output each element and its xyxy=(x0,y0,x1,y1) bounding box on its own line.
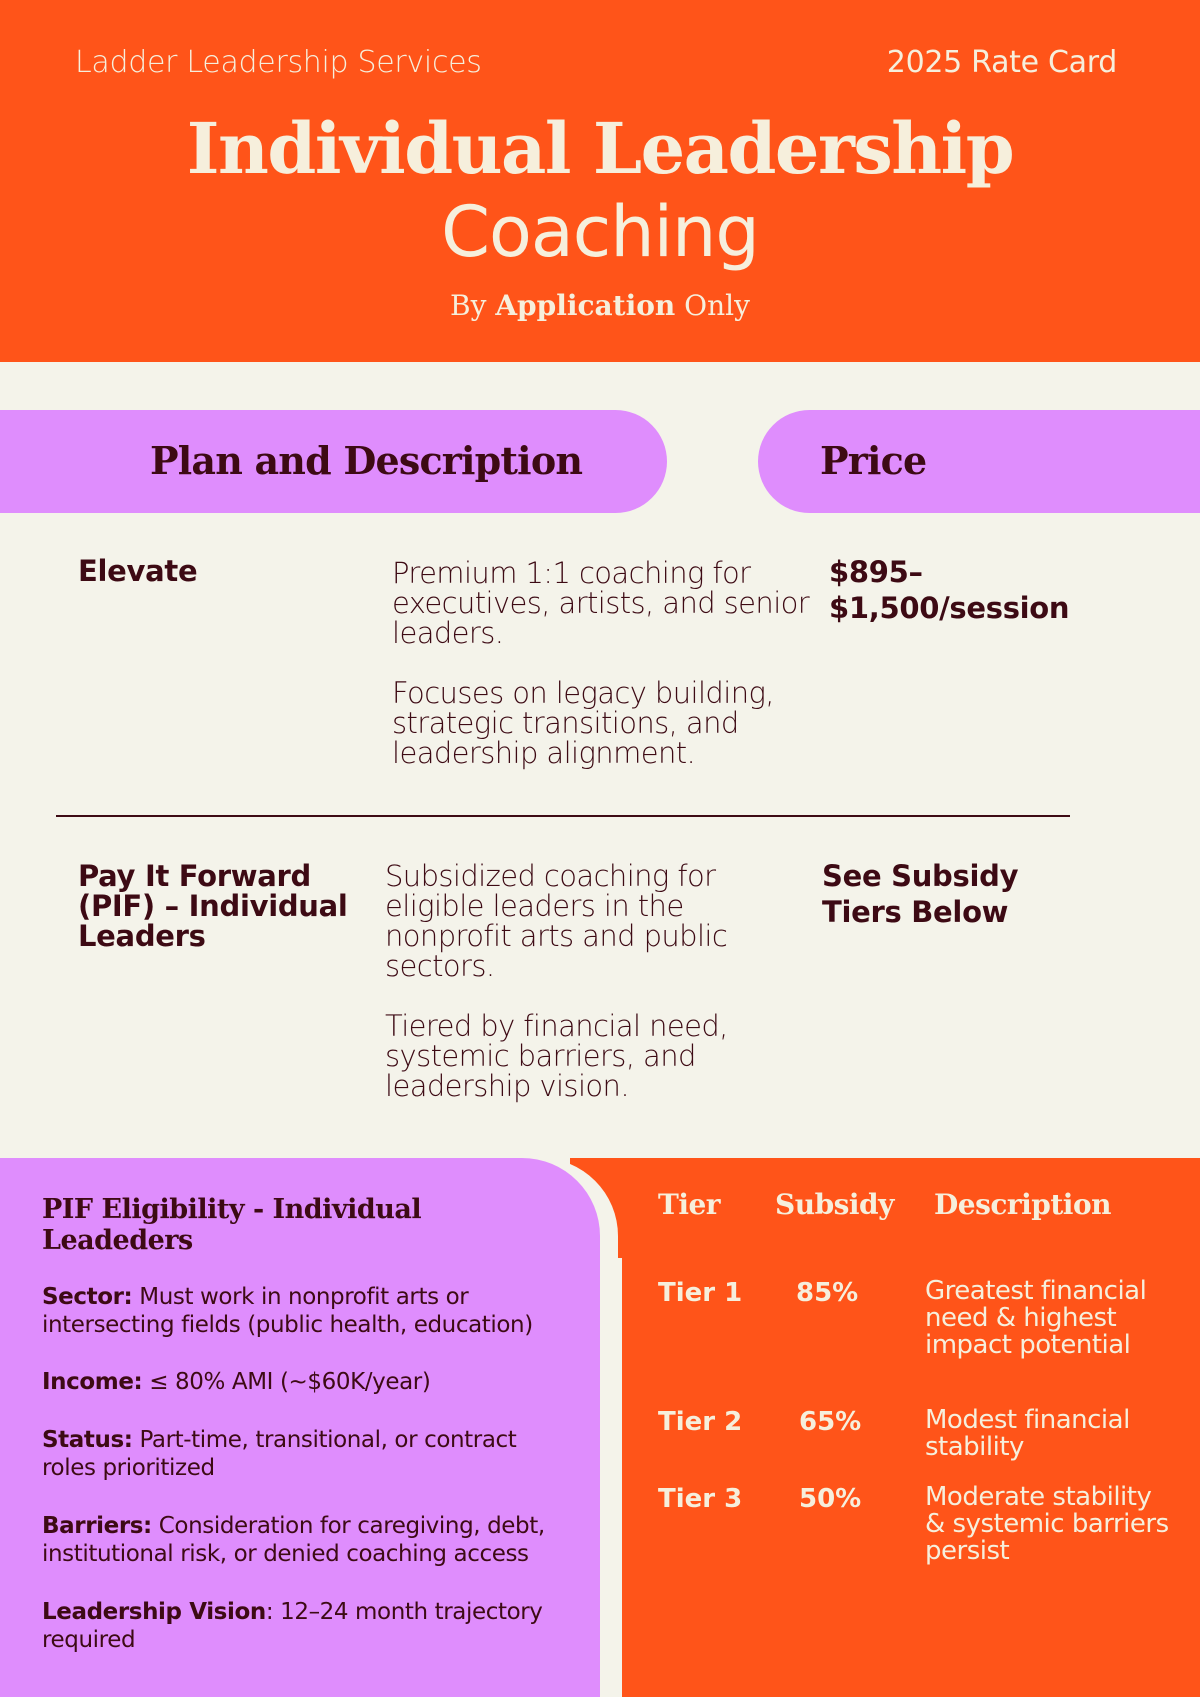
eligibility-vision xyxy=(42,1598,572,1654)
tiers-header-subsidy: Subsidy xyxy=(775,1188,894,1221)
eligibility-text: : 12–24 month trajectory required xyxy=(42,1599,543,1653)
header-banner xyxy=(0,0,1200,362)
tier-1-subsidy: 85% xyxy=(796,1278,859,1308)
eligibility-label: Leadership Vision xyxy=(42,1599,266,1625)
eligibility-label: Sector: xyxy=(42,1284,133,1310)
pif-eligibility-panel xyxy=(0,1158,600,1697)
tier-3-subsidy: 50% xyxy=(799,1484,862,1514)
plan-name-pif: Pay It Forward (PIF) – Individual Leaders xyxy=(78,859,348,953)
tier-2-subsidy: 65% xyxy=(799,1407,862,1437)
eligibility-status xyxy=(42,1426,572,1482)
row-divider xyxy=(56,815,1070,817)
plan-name-elevate: Elevate xyxy=(78,554,198,588)
plan-price-pif: See Subsidy Tiers Below xyxy=(822,859,1019,929)
eligibility-text: Consideration for caregiving, debt, institutional risk, or denied coaching access xyxy=(42,1513,545,1567)
eligibility-barriers xyxy=(42,1512,572,1568)
eligibility-label: Barriers: xyxy=(42,1513,152,1539)
tier-1-description: Greatest financial need & highest impact potential xyxy=(925,1276,1147,1360)
plan-price-elevate: $895–$1,500/session xyxy=(829,555,1070,625)
eligibility-title: PIF Eligibility - Individual Leadeders xyxy=(42,1194,422,1256)
plan-column-header xyxy=(0,410,667,513)
plan-desc-line: Tiered by financial need, systemic barriers, and leadership vision. xyxy=(385,1009,728,1103)
price-column-label: Price xyxy=(820,438,927,483)
eligibility-sector xyxy=(42,1283,572,1339)
eligibility-text: ≤ 80% AMI (~$60K/year) xyxy=(142,1369,431,1395)
eligibility-label: Status: xyxy=(42,1427,133,1453)
tier-3-description: Moderate stability & systemic barriers persist xyxy=(925,1482,1169,1566)
plan-desc-pif xyxy=(385,861,785,1101)
byline-pre: By xyxy=(450,289,496,322)
tier-3-name: Tier 3 xyxy=(658,1484,743,1514)
plan-column-label: Plan and Description xyxy=(150,438,583,483)
byline-post: Only xyxy=(675,289,750,322)
eligibility-text: Part-time, transitional, or contract roles prioritized xyxy=(42,1427,517,1481)
subsidy-tiers-panel xyxy=(622,1158,1200,1697)
tier-2-name: Tier 2 xyxy=(658,1407,743,1437)
eligibility-text: Must work in nonprofit arts or intersecting fields (public health, education) xyxy=(42,1284,533,1338)
plan-desc-line: Focuses on legacy building, strategic transitions, and leadership alignment. xyxy=(392,676,774,770)
tier-1-name: Tier 1 xyxy=(658,1278,743,1308)
plan-desc-line: Subsidized coaching for eligible leaders in the nonprofit arts and public sectors. xyxy=(385,859,728,983)
price-column-header xyxy=(758,410,1200,513)
page-subtitle: Coaching xyxy=(441,191,759,273)
eligibility-label: Income: xyxy=(42,1369,143,1395)
plan-desc-elevate xyxy=(392,558,812,768)
byline xyxy=(0,288,1200,324)
rate-card-label: 2025 Rate Card xyxy=(886,45,1117,80)
plan-desc-line: Premium 1:1 coaching for executives, artists, and senior leaders. xyxy=(392,556,810,650)
tier-2-description: Modest financial stability xyxy=(925,1405,1130,1462)
tiers-header-tier: Tier xyxy=(658,1188,721,1221)
page-title: Individual Leadership xyxy=(186,107,1014,190)
byline-bold: Application xyxy=(495,289,676,322)
tiers-header-description: Description xyxy=(934,1188,1111,1221)
org-name: Ladder Leadership Services xyxy=(75,45,482,80)
eligibility-income xyxy=(42,1368,572,1396)
